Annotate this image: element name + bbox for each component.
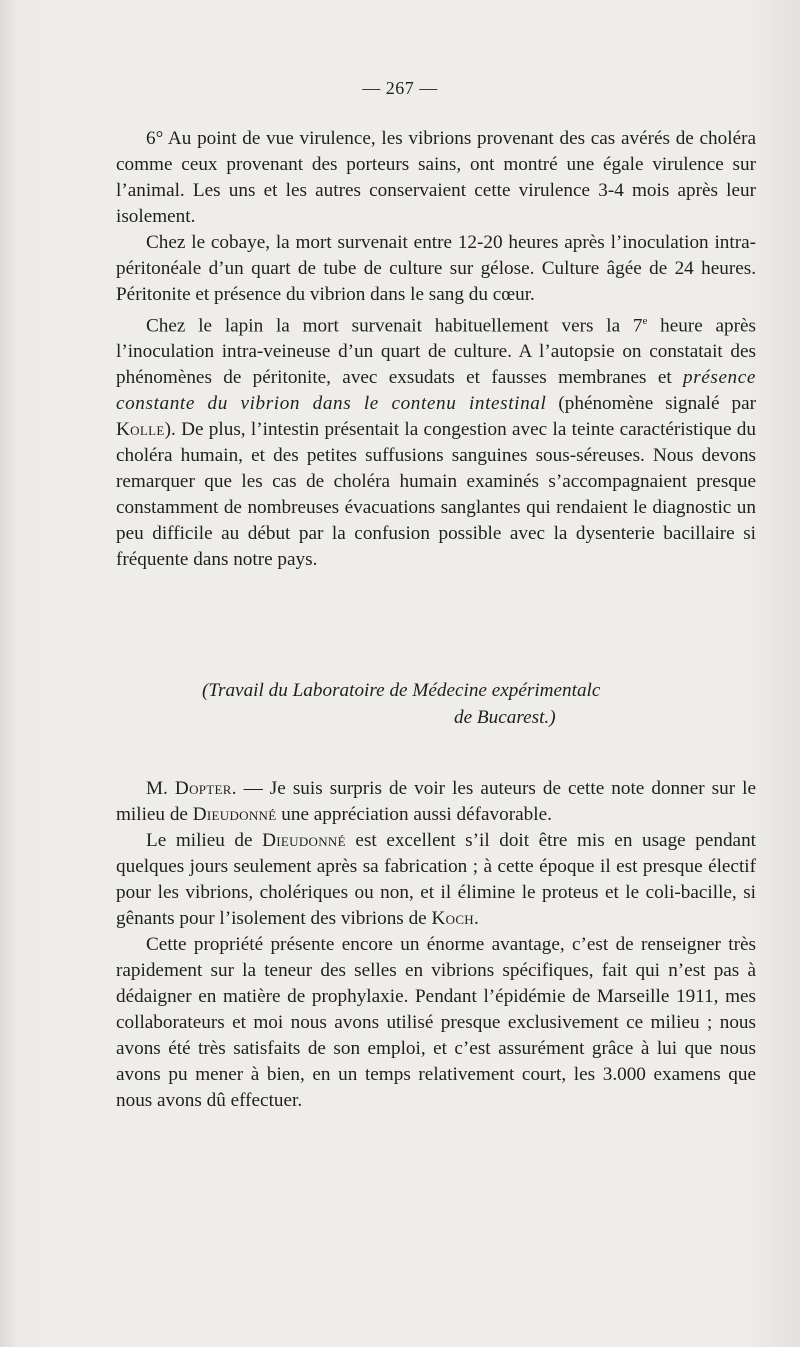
paragraph-lapin	[116, 308, 756, 573]
emphasis-presence-constante: présence constante du vibrion dans le contenu intestinal	[116, 367, 756, 415]
paragraph-cobaye: Chez le cobaye, la mort survenait entre 12-20 heures après l’inoculation intra-péritonéale d’un quart de tube de culture sur gélose. Culture âgée de 24 heures. Péritonite et présence du vibrion dans le sang du cœur.	[116, 232, 756, 305]
paragraph-lapin-text-b: heure après l’inoculation intra-veineuse d’un quart de culture. A l’autopsie on constatait des phénomènes de péritonite, avec exsudats et fausses membranes et	[116, 315, 757, 389]
paragraph-dopter-intro	[116, 776, 756, 828]
text-section-1	[116, 126, 756, 573]
dopter-text-b: une appréciation aussi défavorable.	[276, 804, 552, 825]
dopter-prefix: M.	[146, 778, 175, 799]
dopter-text-a: . — Je suis surpris de voir les auteurs de cette note donner sur le milieu de	[116, 778, 757, 825]
credit-line-1: (Travail du Laboratoire de Médecine expérimentalc	[202, 680, 601, 701]
paragraph-milieu	[116, 828, 756, 932]
author-name-kolle: Kolle	[116, 419, 165, 441]
paragraph-lapin-text-c: (phénomène signalé par	[546, 393, 756, 415]
milieu-text-a: Le milieu de	[146, 830, 263, 851]
name-dieudonne: Dieudonné	[192, 804, 277, 825]
paragraph-propriete: Cette propriété présente encore un énorme avantage, c’est de renseigner très rapidement sur la teneur des selles en vibrions spécifiques, fait qui n’est pas à dédaigner en matière de prophylaxie. Pendant l’épidémie de Marseille 1911, mes collaborateurs et moi nous avons utilisé presque exclusivement ce milieu ; nous avons été très satisfaits de son emploi, et c’est assurément grâce à lui que nous avons pu mener à bien, en un temps relativement court, les 3.000 examens que nous avons dû effectuer.	[116, 934, 756, 1111]
name-dieudonne-2: Dieudonné	[262, 830, 346, 851]
paragraph-lapin-text-a: Chez le lapin la mort survenait habituellement vers la 7	[146, 315, 643, 337]
speaker-name-dopter: Dopter	[174, 778, 232, 799]
laboratory-credit	[116, 677, 756, 731]
milieu-text-c: .	[474, 908, 479, 929]
milieu-text-b: est excellent s’il doit être mis en usage pendant quelques jours seulement après sa fabrication ; à cette époque il est presque électif pour les vibrions, cholériques ou non, et il élimine le proteus et le coli-bacille, si gênants pour l’isolement des vibrions de	[116, 830, 756, 929]
name-koch: Koch	[431, 908, 474, 929]
superscript-e: e	[642, 315, 648, 327]
text-section-2	[116, 776, 756, 1114]
page-number: — 267 —	[362, 78, 438, 98]
credit-line-2: de Bucarest.)	[454, 707, 556, 728]
paragraph-lapin-text-d: ). De plus, l’intestin présentait la congestion avec la teinte caractéristique du choléra humain, et des petites suffusions sanguines sous-séreuses. Nous devons remarquer que les cas de choléra humain examinés s’accompagnaient presque constamment de nombreuses évacuations sanglantes qui rendaient le diagnostic un peu difficile au début par la confusion possible avec la dysenterie bacillaire si fréquente dans notre pays.	[116, 419, 756, 571]
paragraph-virulence: 6° Au point de vue virulence, les vibrions provenant des cas avérés de choléra comme ceux provenant des porteurs sains, ont montré une égale virulence sur l’animal. Les uns et les autres conservaient cette virulence 3-4 mois après leur isolement.	[116, 128, 756, 227]
